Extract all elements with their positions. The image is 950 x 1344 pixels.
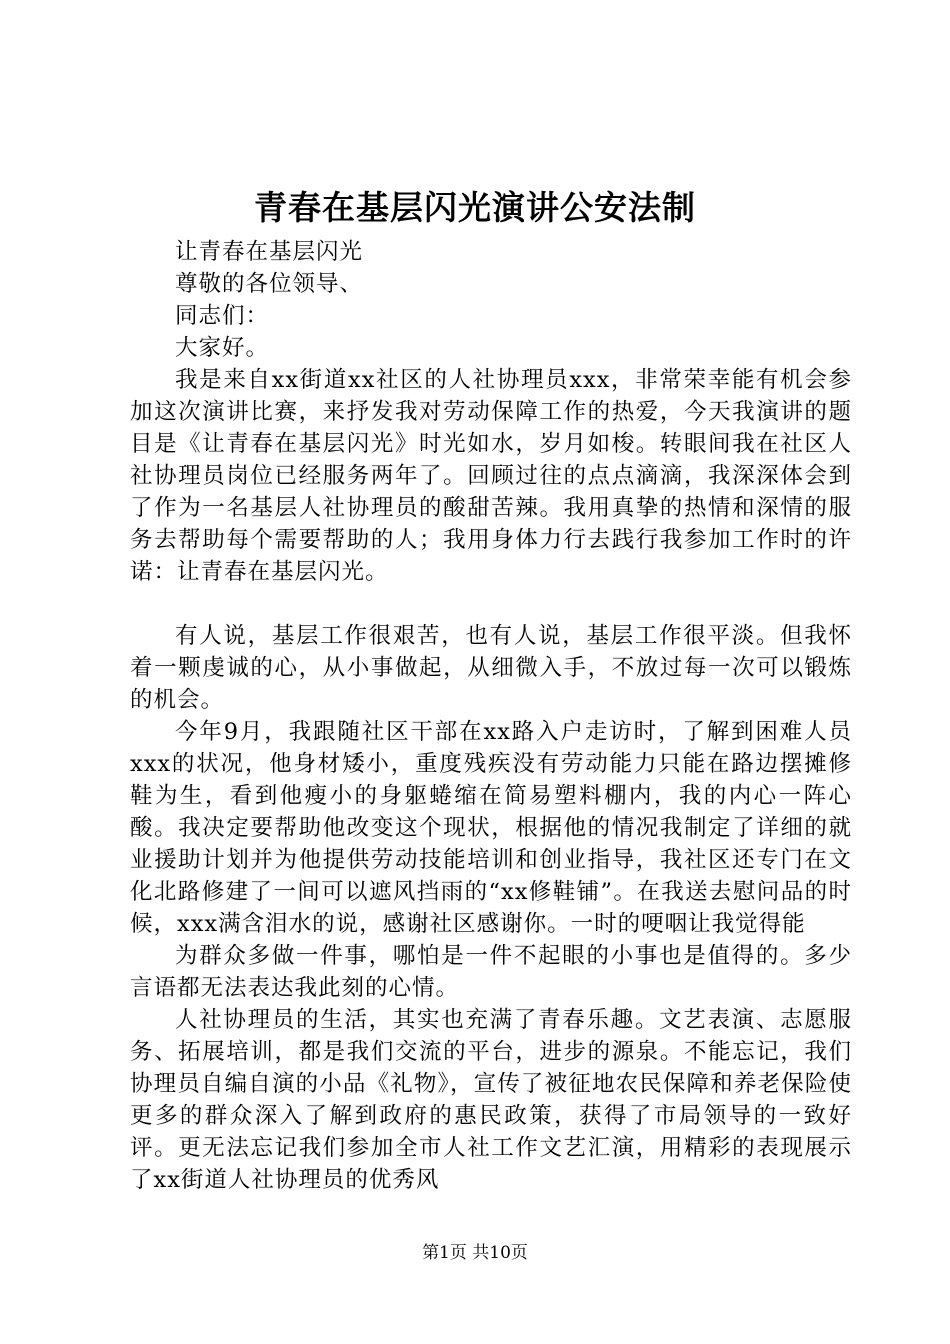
salutation-leaders: 尊敬的各位领导、 xyxy=(175,271,364,297)
paragraph-worth-it: 为群众多做一件事，哪怕是一件不起眼的小事也是值得的。多少言语都无法表达我此刻的心情。 xyxy=(130,943,852,1001)
greeting: 大家好。 xyxy=(175,335,270,361)
document-title: 青春在基层闪光演讲公安法制 xyxy=(254,188,696,227)
paragraph-september-story: 今年9月，我跟随社区干部在xx路入户走访时，了解到困难人员xxx的状况，他身材矮小，重度残疾没有劳动能力只能在路边摆摊修鞋为生，看到他瘦小的身躯蜷缩在简易塑料棚内，我的内心一阵心酸。我决定要帮助他改变这个现状，根据他的情况我制定了详细的就业援助计划并为他提供劳动技能培训和创业指导，我社区还专门在文化北路修建了一间可以遮风挡雨的“xx修鞋铺”。在我送去慰问品的时候，xxx满含泪水的说，感谢社区感谢你。一时的哽咽让我觉得能 xyxy=(130,719,852,937)
paragraph-youth-fun: 人社协理员的生活，其实也充满了青春乐趣。文艺表演、志愿服务、拓展培训，都是我们交流的平台，进步的源泉。不能忘记，我们协理员自编自演的小品《礼物》，宣传了被征地农民保障和养老保险使更多的群众深入了解到政府的惠民政策，获得了市局领导的一致好评。更无法忘记我们参加全市人社工作文艺汇演，用精彩的表现展示了xx街道人社协理员的优秀风 xyxy=(130,1007,852,1193)
paragraph-spacer xyxy=(130,588,852,620)
paragraph-intro: 我是来自xx街道xx社区的人社协理员xxx，非常荣幸能有机会参加这次演讲比赛，来抒发我对劳动保障工作的热爱，今天我演讲的题目是《让青春在基层闪光》时光如水，岁月如梭。转眼间我在社区人社协理员岗位已经服务两年了。回顾过往的点点滴滴，我深深体会到了作为一名基层人社协理员的酸甜苦辣。我用真挚的热情和深情的服务去帮助每个需要帮助的人；我用身体力行去践行我参加工作时的许诺：让青春在基层闪光。 xyxy=(130,367,852,585)
speech-title-line: 让青春在基层闪光 xyxy=(175,239,364,265)
paragraph-grassroots: 有人说，基层工作很艰苦，也有人说，基层工作很平淡。但我怀着一颗虔诚的心，从小事做起，从细微入手，不放过每一次可以锻炼的机会。 xyxy=(130,623,852,713)
page-footer: 第1页 共10页 xyxy=(422,1243,528,1263)
salutation-comrades: 同志们： xyxy=(175,303,270,329)
document-body xyxy=(130,236,852,1196)
